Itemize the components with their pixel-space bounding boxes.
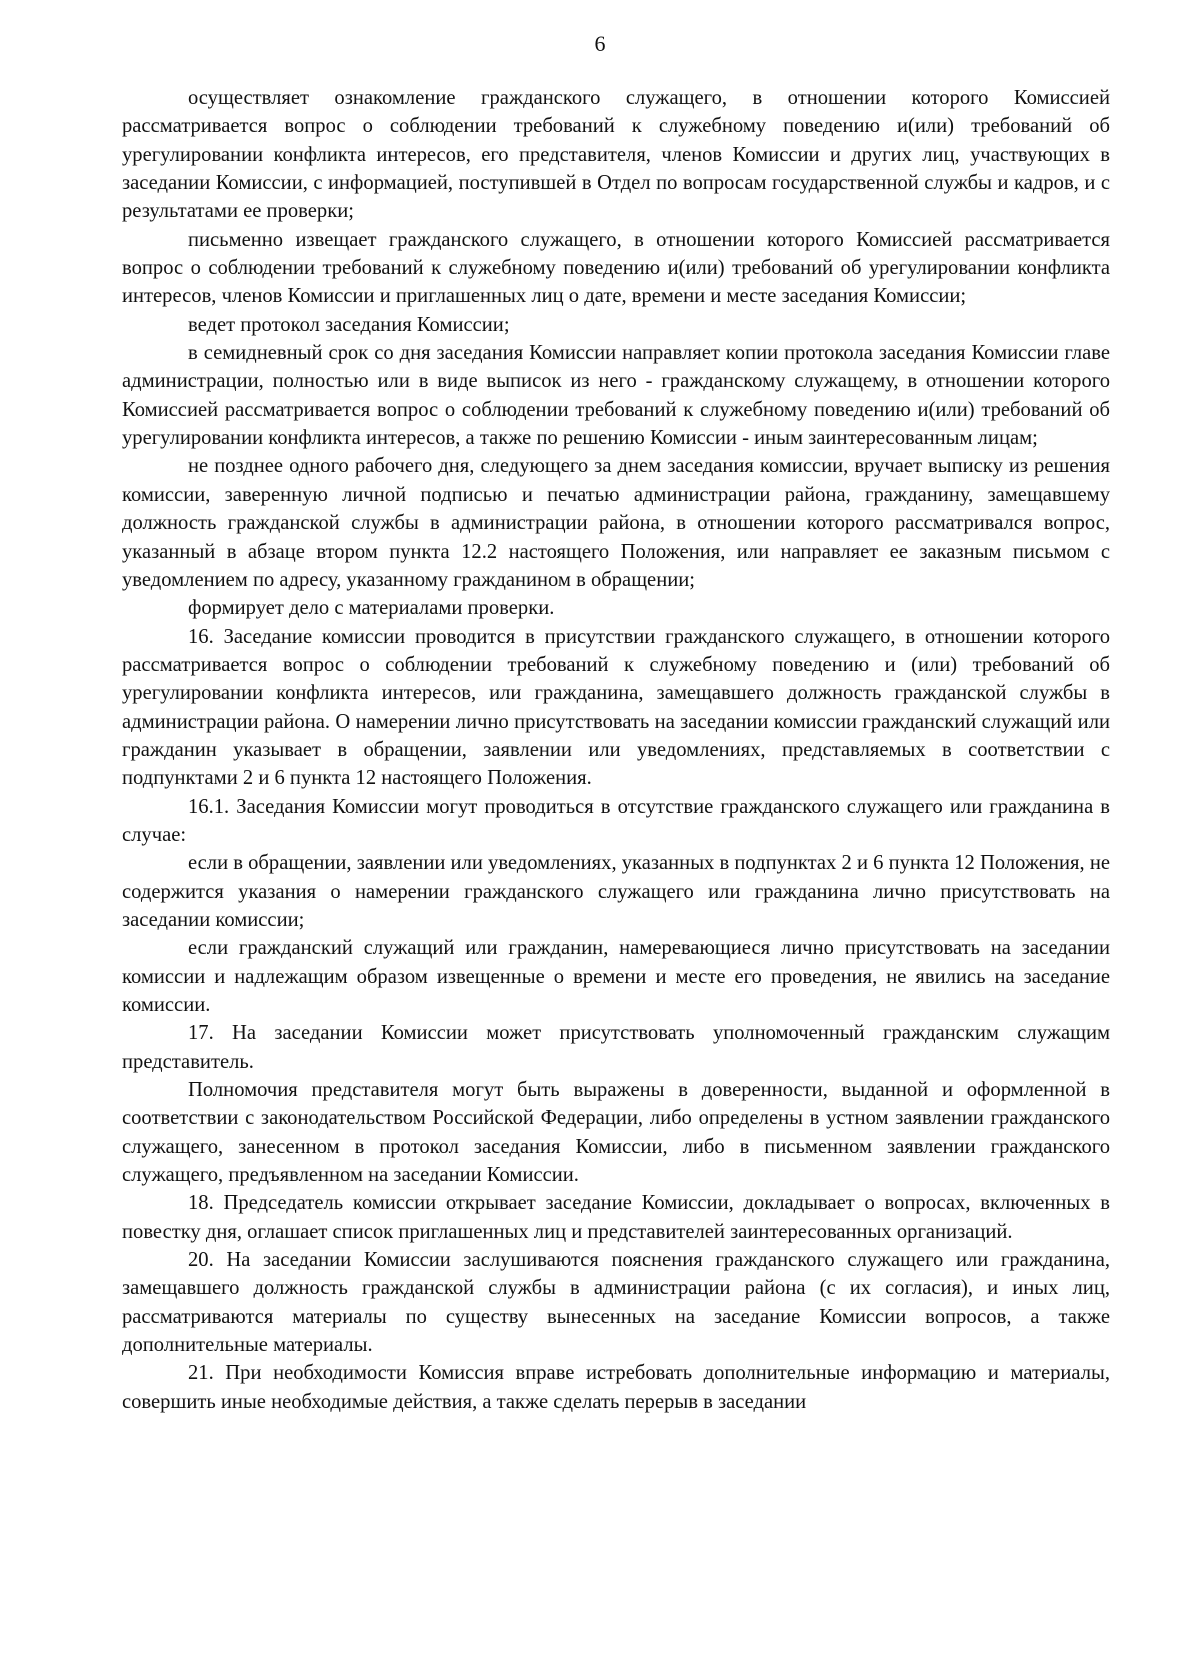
paragraph: 18. Председатель комиссии открывает заседание Комиссии, докладывает о вопросах, включенных в повестку дня, оглашает список приглашенных лиц и представителей заинтересованных организаций.	[122, 1192, 1110, 1243]
paragraph: 16.1. Заседания Комиссии могут проводиться в отсутствие гражданского служащего или гражданина в случае:	[122, 795, 1110, 846]
paragraph: 17. На заседании Комиссии может присутствовать уполномоченный гражданским служащим представитель.	[122, 1022, 1110, 1073]
paragraph: если в обращении, заявлении или уведомлениях, указанных в подпунктах 2 и 6 пункта 12 Положения, не содержится указания о намерении гражданского служащего или гражданина лично присутствовать на заседании комиссии;	[122, 852, 1110, 931]
paragraph: в семидневный срок со дня заседания Комиссии направляет копии протокола заседания Комиссии главе администрации, полностью или в виде выписок из него - гражданскому служащему, в отношении которого Комиссией рассматривается вопрос о соблюдении требований к служебному поведению и(или) требований об урегулировании конфликта интересов, а также по решению Комиссии - иным заинтересованным лицам;	[122, 342, 1110, 450]
paragraph: если гражданский служащий или гражданин, намеревающиеся лично присутствовать на заседании комиссии и надлежащим образом извещенные о времени и месте его проведения, не явились на заседание комиссии.	[122, 937, 1110, 1016]
paragraph: 16. Заседание комиссии проводится в присутствии гражданского служащего, в отношении которого рассматривается вопрос о соблюдении требований к служебному поведению и (или) требований об урегулировании конфликта интересов, или гражданина, замещавшего должность гражданской службы в администрации района. О намерении лично присутствовать на заседании комиссии гражданский служащий или гражданин указывает в обращении, заявлении или уведомлениях, представляемых в соответствии с подпунктами 2 и 6 пункта 12 настоящего Положения.	[122, 625, 1110, 790]
paragraph: формирует дело с материалами проверки.	[188, 597, 555, 620]
paragraph: не позднее одного рабочего дня, следующего за днем заседания комиссии, вручает выписку из решения комиссии, заверенную личной подписью и печатью администрации района, гражданину, замещавшему должность гражданской службы в администрации района, в отношении которого рассматривался вопрос, указанный в абзаце втором пункта 12.2 настоящего Положения, или направляет ее заказным письмом с уведомлением по адресу, указанному гражданином в обращении;	[122, 455, 1110, 591]
page-number: 6	[594, 31, 606, 56]
paragraph: 20. На заседании Комиссии заслушиваются пояснения гражданского служащего или гражданина, замещавшего должность гражданской службы в администрации района (с их согласия), и иных лиц, рассматриваются материалы по существу вынесенных на заседание Комиссии вопросов, а также дополнительные материалы.	[122, 1249, 1110, 1357]
paragraph: Полномочия представителя могут быть выражены в доверенности, выданной и оформленной в соответствии с законодательством Российской Федерации, либо определены в устном заявлении гражданского служащего, занесенном в протокол заседания Комиссии, либо в письменном заявлении гражданского служащего, предъявленном на заседании Комиссии.	[122, 1079, 1110, 1187]
paragraph: 21. При необходимости Комиссия вправе истребовать дополнительные информацию и материалы, совершить иные необходимые действия, а также сделать перерыв в заседании	[122, 1362, 1110, 1413]
paragraph: ведет протокол заседания Комиссии;	[188, 313, 510, 336]
paragraph: письменно извещает гражданского служащего, в отношении которого Комиссией рассматривается вопрос о соблюдении требований к служебному поведению и(или) требований об урегулировании конфликта интересов, членов Комиссии и приглашенных лиц о дате, времени и месте заседания Комиссии;	[122, 228, 1110, 308]
paragraph: осуществляет ознакомление гражданского служащего, в отношении которого Комиссией рассматривается вопрос о соблюдении требований к служебному поведению и(или) требований об урегулировании конфликта интересов, его представителя, членов Комиссии и других лиц, участвующих в заседании Комиссии, с информацией, поступившей в Отдел по вопросам государственной службы и кадров, и с результатами ее проверки;	[122, 87, 1110, 223]
document-body	[122, 84, 1110, 1416]
